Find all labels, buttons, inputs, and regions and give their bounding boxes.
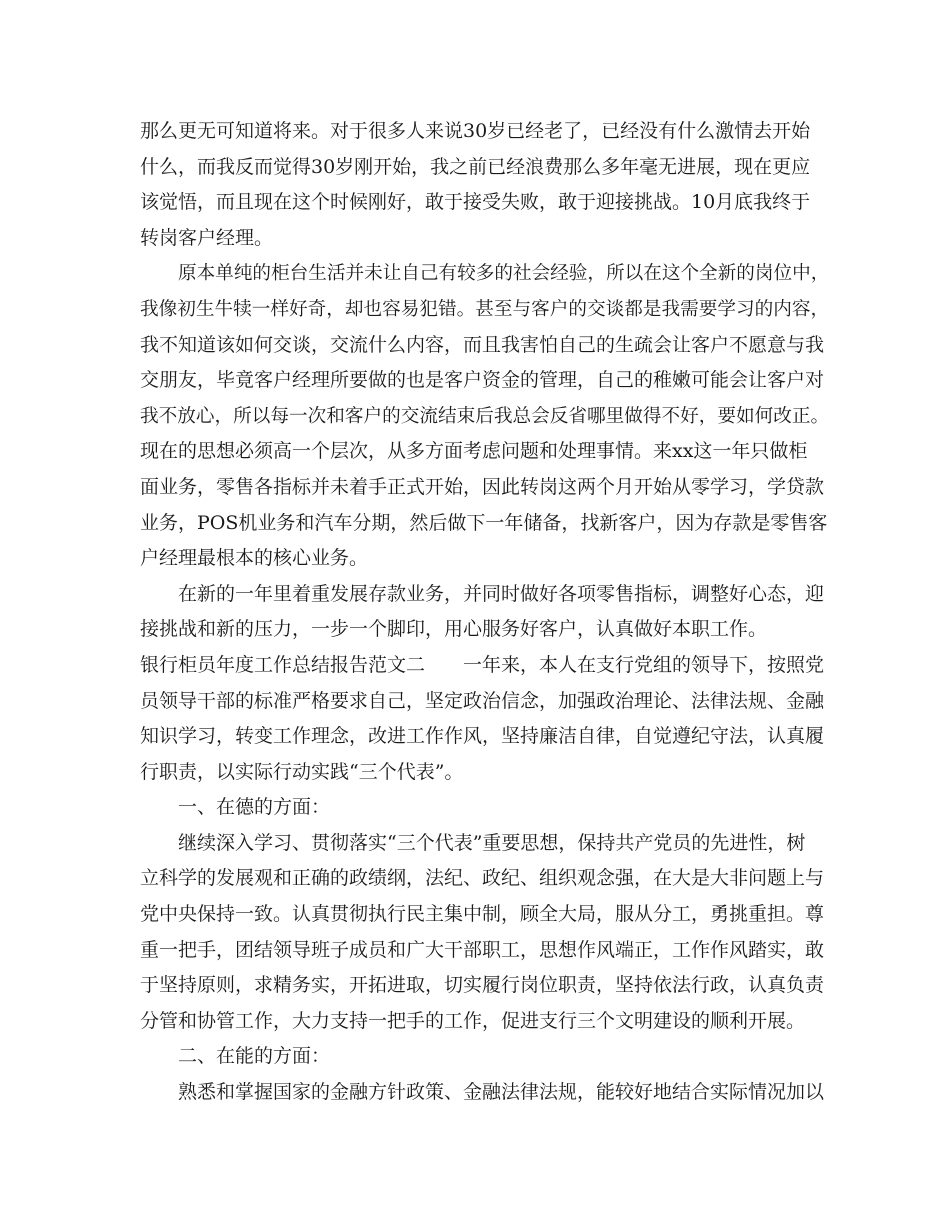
text-line: 党中央保持一致。认真贯彻执行民主集中制，顾全大局，服从分工，勇挑重担。尊 [140, 903, 825, 926]
text-line: 知识学习，转变工作理念，改进工作作风，坚持廉洁自律，自觉遵纪守法，认真履 [140, 725, 825, 748]
text-line: 我像初生牛犊一样好奇，却也容易犯错。甚至与客户的交谈都是我需要学习的内容， [140, 298, 830, 320]
text-line: 立科学的发展观和正确的政绩纲，法纪、政纪、组织观念强，在大是大非问题上与 [140, 867, 825, 890]
text-line: 交朋友，毕竟客户经理所要做的也是客户资金的管理，自己的稚嫩可能会让客户对 [140, 369, 825, 392]
text-line: 分管和协管工作，大力支持一把手的工作，促进支行三个文明建设的顺利开展。 [140, 1009, 806, 1032]
text-line: 业务，POS机业务和汽车分期，然后做下一年储备，找新客户，因为存款是零售客 [140, 511, 828, 534]
text-line: 于坚持原则，求精务实，开拓进取，切实履行岗位职责，坚持依法行政，认真负责 [140, 974, 825, 997]
text-line: 我不知道该如何交谈，交流什么内容，而且我害怕自己的生疏会让客户不愿意与我 [140, 333, 825, 356]
text-line: 转岗客户经理。 [140, 226, 274, 249]
text-line: 什么，而我反而觉得30岁刚开始，我之前已经浪费那么多年毫无进展，现在更应 [140, 155, 811, 178]
document-body [140, 114, 830, 1111]
text-line: 接挑战和新的压力，一步一个脚印，用心服务好客户，认真做好本职工作。 [140, 618, 768, 641]
text-line: 原本单纯的柜台生活并未让自己有较多的社会经验，所以在这个全新的岗位中， [178, 263, 830, 285]
text-line: 重一把手，团结领导班子成员和广大干部职工，思想作风端正，工作作风踏实，敢 [140, 938, 825, 961]
text-line: 员领导干部的标准严格要求自己，坚定政治信念，加强政治理论、法律法规、金融 [140, 689, 825, 712]
text-line: 现在的思想必须高一个层次，从多方面考虑问题和处理事情。来xx这一年只做柜 [140, 440, 808, 463]
text-line: 熟悉和掌握国家的金融方针政策、金融法律法规，能较好地结合实际情况加以 [178, 1081, 825, 1104]
text-line: 银行柜员年度工作总结报告范文二 一年来，本人在支行党组的领导下，按照党 [140, 653, 825, 676]
text-line: 面业务，零售各指标并未着手正式开始，因此转岗这两个月开始从零学习，学贷款 [140, 475, 825, 498]
text-line: 我不放心，所以每一次和客户的交流结束后我总会反省哪里做得不好，要如何改正。 [140, 405, 830, 427]
text-line: 继续深入学习、贯彻落实“三个代表”重要思想，保持共产党员的先进性，树 [178, 831, 806, 854]
text-line: 那么更无可知道将来。对于很多人来说30岁已经老了，已经没有什么激情去开始 [140, 120, 811, 142]
text-line: 该觉悟，而且现在这个时候刚好，敢于接受失败，敢于迎接挑战。10月底我终于 [140, 191, 811, 214]
text-line: 一、在德的方面： [178, 796, 331, 819]
text-line: 行职责，以实际行动实践“三个代表”。 [140, 760, 464, 783]
text-line: 户经理最根本的核心业务。 [140, 547, 369, 570]
text-line: 在新的一年里着重发展存款业务，并同时做好各项零售指标，调整好心态，迎 [178, 582, 825, 605]
text-line: 二、在能的方面： [178, 1045, 331, 1068]
